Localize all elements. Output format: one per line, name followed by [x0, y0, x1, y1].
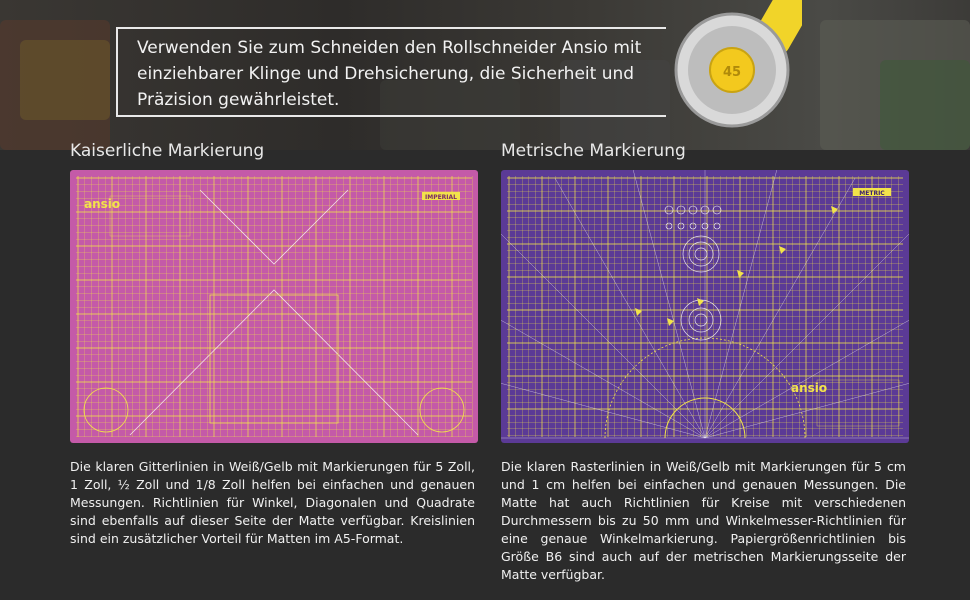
fabric-swatch	[20, 40, 110, 120]
imperial-mat-image	[70, 170, 478, 443]
imperial-title: Kaiserliche Markierung	[70, 141, 265, 161]
rotary-cutter-image	[672, 0, 802, 130]
mat-surface	[70, 170, 478, 443]
mat-brand: ansio	[791, 381, 828, 395]
mat-tag: METRIC	[859, 190, 885, 197]
mat-tag: IMPERIAL	[424, 194, 458, 201]
metric-description: Die klaren Rasterlinien in Weiß/Gelb mit Markierungen für 5 cm und 1 cm helfen bei einfachen und genauen Messungen. Die Matte hat auch Richtlinien für Kreise mit verschiedenen Durchmessern bis zu 50 mm und Winkelmesser-Richtlinien für eine genaue Winkelmarkierung. Papiergrößenrichtlinien bis Größe B6 sind auch auf der metrischen Markierungsseite der Matte verfügbar.	[501, 459, 906, 582]
metric-title: Metrische Markierung	[501, 141, 686, 161]
cutter-label: 45	[722, 65, 742, 80]
mat-brand: ansio	[84, 197, 121, 211]
callout-text: Verwenden Sie zum Schneiden den Rollschneider Ansio mit einziehbarer Klinge und Drehsicherung, die Sicherheit und Präzision gewährleistet.	[137, 38, 642, 110]
imperial-description: Die klaren Gitterlinien in Weiß/Gelb mit Markierungen für 5 Zoll, 1 Zoll, ½ Zoll und 1/8 Zoll helfen bei einfachen und genauen Messungen. Richtlinien für Winkel, Diagonalen und Quadrate sind ebenfalls auf dieser Seite der Matte verfügbar. Kreislinien sind ein zusätzlicher Vorteil für Matten im A5-Format.	[70, 459, 475, 546]
metric-mat-image	[501, 170, 909, 443]
fabric-swatch	[880, 60, 970, 150]
